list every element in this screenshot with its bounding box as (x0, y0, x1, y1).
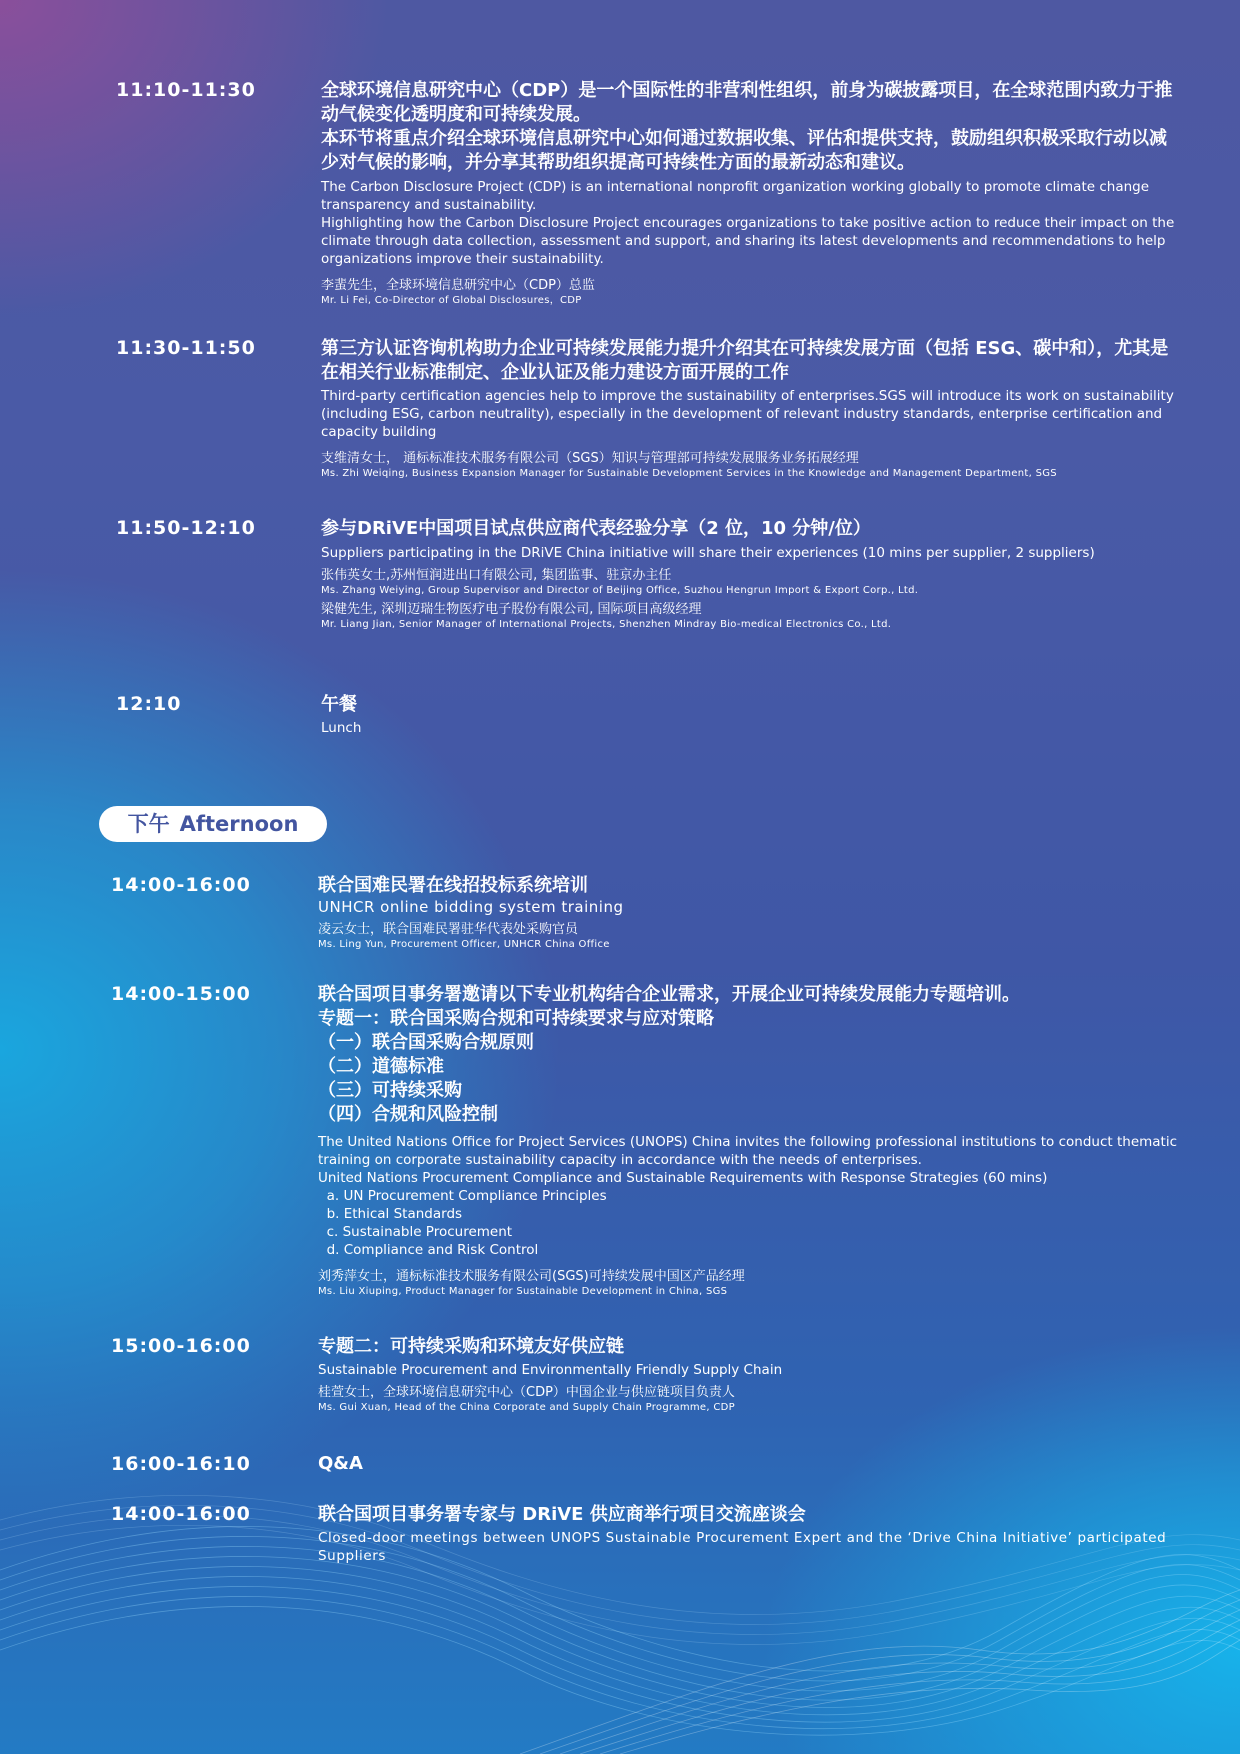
session-title-zh: 全球环境信息研究中心（CDP）是一个国际性的非营利性组织，前身为碳披露项目，在全球范围内致力于推动气候变化透明度和可持续发展。 (321, 80, 1173, 125)
afternoon-label-zh: 下午 (127, 812, 170, 836)
session-title-zh: （一）联合国采购合规原则 (318, 1032, 534, 1053)
session-desc-en: Third-party certification agencies help to improve the sustainability of enterprises.SGS will introduce its work on sustainability (including ESG, carbon neutrality), especially in the development of relevant industry standards, enterprise certification and capacity building (321, 388, 1174, 440)
speaker-en: Ms. Zhi Weiqing, Business Expansion Manager for Sustainable Development Services in the Knowledge and Management Department, SGS (321, 468, 1057, 479)
afternoon-label-en: Afternoon (179, 812, 299, 836)
session-title-zh: 参与DRiVE中国项目试点供应商代表经验分享（2 位，10 分钟/位） (321, 518, 871, 539)
time-slot: 11:30-11:50 (116, 337, 256, 359)
time-slot: 14:00-16:00 (111, 1503, 251, 1525)
session-desc-en: The Carbon Disclosure Project (CDP) is an international nonprofit organization working globally to promote climate change transparency and sustainability. (321, 179, 1150, 213)
session-title-zh: 午餐 (321, 694, 357, 715)
afternoon-section-label (99, 806, 327, 842)
speaker-zh: 张伟英女士,苏州恒润进出口有限公司, 集团监事、驻京办主任 (321, 568, 672, 583)
session-title-zh: 联合国项目事务署专家与 DRiVE 供应商举行项目交流座谈会 (318, 1504, 806, 1525)
speaker-zh: 桂萱女士，全球环境信息研究中心（CDP）中国企业与供应链项目负责人 (318, 1385, 735, 1400)
speaker-en: Ms. Liu Xiuping, Product Manager for Sustainable Development in China, SGS (318, 1286, 728, 1297)
speaker-en: Mr. Li Fei, Co-Director of Global Disclosures，CDP (321, 295, 582, 306)
time-slot: 16:00-16:10 (111, 1453, 251, 1475)
session-desc-en: UNHCR online bidding system training (318, 898, 624, 916)
session-desc-en: Closed-door meetings between UNOPS Sustainable Procurement Expert and the ‘Drive China Initiative’ participated Suppliers (318, 1530, 1167, 1564)
speaker-zh: 凌云女士，联合国难民署驻华代表处采购官员 (318, 922, 579, 937)
time-slot: 12:10 (116, 693, 182, 715)
session-desc-en: b. Ethical Standards (318, 1206, 463, 1222)
time-slot: 14:00-16:00 (111, 874, 251, 896)
session-title-zh: 专题二：可持续采购和环境友好供应链 (318, 1336, 624, 1357)
session-desc-en: The United Nations Office for Project Services (UNOPS) China invites the following professional institutions to conduct thematic training on corporate sustainability capacity in accordance with the needs of enterprises. (318, 1134, 1178, 1168)
session-title-zh: （三）可持续采购 (318, 1080, 462, 1101)
speaker-zh: 刘秀萍女士，通标标准技术服务有限公司(SGS)可持续发展中国区产品经理 (318, 1269, 745, 1284)
session-title-zh: 联合国难民署在线招投标系统培训 (318, 875, 588, 896)
speaker-en: Ms. Zhang Weiying, Group Supervisor and Director of Beijing Office, Suzhou Hengrun Import & Export Corp., Ltd. (321, 585, 919, 596)
session-title-zh: （四）合规和风险控制 (318, 1104, 498, 1125)
session-desc-en: Lunch (321, 720, 362, 736)
session-title-zh: 本环节将重点介绍全球环境信息研究中心如何通过数据收集、评估和提供支持，鼓励组织积极采取行动以减少对气候的影响，并分享其帮助组织提高可持续性方面的最新动态和建议。 (321, 128, 1167, 173)
time-slot: 11:10-11:30 (116, 79, 256, 101)
session-desc-en: d. Compliance and Risk Control (318, 1242, 539, 1258)
speaker-en: Mr. Liang Jian, Senior Manager of International Projects, Shenzhen Mindray Bio-medical Electronics Co., Ltd. (321, 619, 892, 630)
session-desc-en: c. Sustainable Procurement (318, 1224, 513, 1240)
speaker-zh: 梁健先生, 深圳迈瑞生物医疗电子股份有限公司, 国际项目高级经理 (321, 602, 702, 617)
session-title-zh: 第三方认证咨询机构助力企业可持续发展能力提升介绍其在可持续发展方面（包括 ESG、碳中和），尤其是在相关行业标准制定、企业认证及能力建设方面开展的工作 (321, 338, 1169, 383)
time-slot: 14:00-15:00 (111, 983, 251, 1005)
session-title-zh: 联合国项目事务署邀请以下专业机构结合企业需求，开展企业可持续发展能力专题培训。 (318, 984, 1020, 1005)
session-desc-en: Suppliers participating in the DRiVE China initiative will share their experiences (10 mins per supplier, 2 suppliers) (321, 545, 1095, 561)
session-title: Q&A (318, 1453, 363, 1474)
session-desc-en: Sustainable Procurement and Environmentally Friendly Supply Chain (318, 1362, 783, 1378)
speaker-zh: 支维清女士， 通标标准技术服务有限公司（SGS）知识与管理部可持续发展服务业务拓展经理 (321, 451, 859, 466)
session-desc-en: Highlighting how the Carbon Disclosure Project encourages organizations to take positive action to reduce their impact on the climate through data collection, assessment and support, and sharing its latest developments and recommendations to help organizations improve their sustainability. (321, 215, 1175, 267)
speaker-en: Ms. Ling Yun, Procurement Officer, UNHCR China Office (318, 939, 610, 950)
session-title-zh: 专题一：联合国采购合规和可持续要求与应对策略 (318, 1008, 714, 1029)
speaker-zh: 李蜚先生，全球环境信息研究中心（CDP）总监 (321, 278, 595, 293)
time-slot: 15:00-16:00 (111, 1335, 251, 1357)
time-slot: 11:50-12:10 (116, 517, 256, 539)
speaker-en: Ms. Gui Xuan, Head of the China Corporate and Supply Chain Programme, CDP (318, 1402, 735, 1413)
session-title-zh: （二）道德标准 (318, 1056, 444, 1077)
session-desc-en: United Nations Procurement Compliance and Sustainable Requirements with Response Strategies (60 mins) (318, 1170, 1048, 1186)
session-desc-en: a. UN Procurement Compliance Principles (318, 1188, 607, 1204)
